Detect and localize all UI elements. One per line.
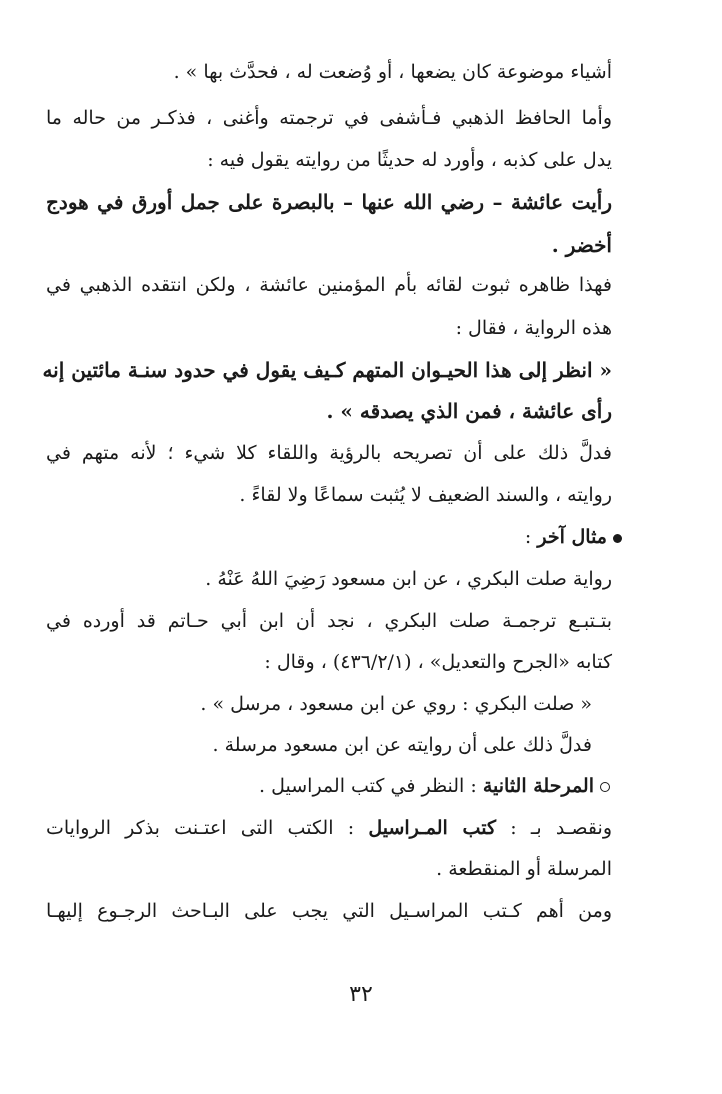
text-line: فدلَّ ذلك على أن تصريحه بالرؤية واللقاء كلا شيء ؛ لأنه متهم في [46,442,612,464]
term-label: كتب المـراسيل [368,817,496,839]
text-line: فهذا ظاهره ثبوت لقائه بأم المؤمنين عائشة ، ولكن انتقده الذهبي في [46,274,612,296]
quote-line: أخضر . [551,233,612,257]
text-line: أشياء موضوعة كان يضعها ، أو وُضعت له ، فحدَّث بها » . [173,61,612,83]
line-segment: ونقصـد بـ : [510,817,612,839]
text-line: « صلت البكري : روي عن ابن مسعود ، مرسل » . [200,693,592,715]
sub-heading-text: : النظر في كتب المراسيل . [259,775,477,797]
line-segment: : الكتب التى اعتـنت بذكر الروايات [46,817,355,839]
quote-line: « انظر إلى هذا الحيـوان المتهم كـيف يقول في حدود سنـة مائتين إنه [42,358,612,382]
text-line: روايته ، والسند الضعيف لا يُثبت سماعًا ولا لقاءً . [239,484,612,506]
text-line [46,814,612,842]
circle-bullet-icon [600,782,610,792]
quote-line: رأيت عائشة – رضي الله عنها – بالبصرة على جمل أورق في هودج [46,190,612,214]
heading-colon: : [524,526,532,548]
text-line: رواية صلت البكري ، عن ابن مسعود رَضِيَ اللهُ عَنْهُ . [205,568,612,590]
text-line: فدلَّ ذلك على أن روايته عن ابن مسعود مرسلة . [212,734,592,756]
heading-label: مثال آخر [537,526,607,548]
text-line: يدل على كذبه ، وأورد له حديثًا من روايته يقول فيه : [207,149,612,171]
page-number: ٣٢ [349,982,373,1007]
text-line: بتـتبـع ترجمـة صلت البكري ، نجد أن ابن أبي حـاتم قد أورده في [46,610,612,632]
sub-heading-label: المرحلة الثانية [482,775,594,797]
bullet-icon [613,534,622,543]
section-heading [525,523,622,551]
text-line: كتابه «الجرح والتعديل» ، (٤٣٦/٢/١) ، وقال : [264,651,612,673]
text-line: المرسلة أو المنقطعة . [436,858,612,880]
text-line: وأما الحافظ الذهبي فـأشفى في ترجمته وأغنى ، فذكـر من حاله ما [46,107,612,129]
text-line: هذه الرواية ، فقال : [455,317,612,339]
text-line: ومن أهم كـتب المراسـيل التي يجب على البـاحث الرجـوع إليهـا [46,900,612,922]
sub-heading [259,772,610,800]
quote-line: رأى عائشة ، فمن الذي يصدقه » . [326,399,612,423]
